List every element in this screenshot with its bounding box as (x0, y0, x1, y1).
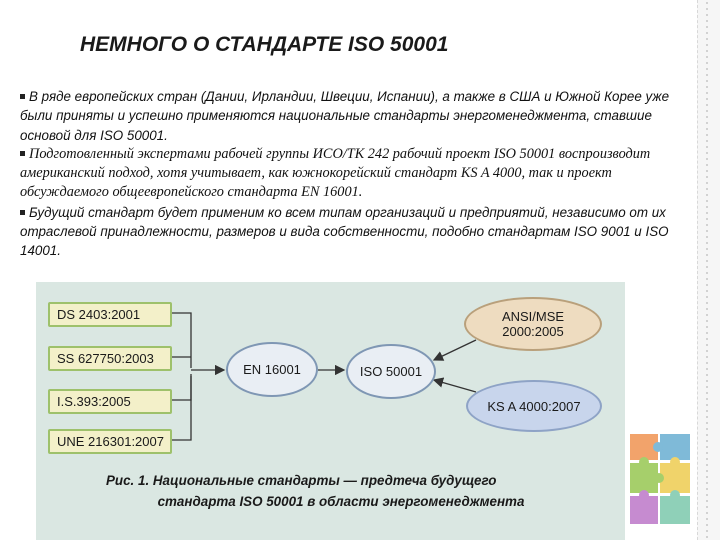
slide-title: НЕМНОГО О СТАНДАРТЕ ISO 50001 (80, 33, 449, 56)
bullet-icon (20, 151, 25, 156)
slide-body (20, 87, 692, 261)
puzzle-icon (628, 430, 694, 528)
ellipse-en-16001: EN 16001 (226, 342, 318, 397)
arrow-ansi-to-iso (434, 340, 476, 360)
standard-box-is: I.S.393:2005 (48, 389, 172, 414)
slide-border-dots (704, 0, 710, 540)
standard-box-une: UNE 216301:2007 (48, 429, 172, 454)
standard-box-ss: SS 627750:2003 (48, 346, 172, 371)
arrow-ks-to-iso (434, 380, 476, 392)
ellipse-iso-50001: ISO 50001 (346, 344, 436, 399)
standards-diagram (36, 282, 625, 540)
bullet-icon (20, 94, 25, 99)
figure-caption: Рис. 1. Национальные стандарты — предтеча будущего стандарта ISO 50001 в области энергоменеджмента (106, 473, 525, 509)
connector-une (172, 376, 191, 440)
bullet-icon (20, 210, 25, 215)
connector-is (172, 374, 191, 400)
standard-box-ds: DS 2403:2001 (48, 302, 172, 327)
connector-ds (172, 313, 191, 368)
bullet-paragraph-2: Подготовленный экспертами рабочей группы ИСО/ТК 242 рабочий проект ISO 50001 воспроизводит американский подход, хотя учитывает, как южнокорейский стандарт KS A 4000, так и проект обсуждаемого общеевропейского стандарта EN 16001. (20, 145, 651, 201)
bullet-paragraph-3: Будущий стандарт будет применим ко всем типам организаций и предприятий, независимо от их отраслевой принадлежности, размеров и вида собственности, подобно стандартам ISO 9001 и ISO 14001. (20, 204, 669, 259)
ellipse-ansi-mse: ANSI/MSE 2000:2005 (464, 297, 602, 351)
ellipse-ks-a-4000: KS A 4000:2007 (466, 380, 602, 432)
bullet-paragraph-1: В ряде европейских стран (Дании, Ирландии, Швеции, Испании), а также в США и Южной Корее уже были приняты и успешно применяются национальные стандарты энергоменеджмента, ставшие основой для ISO 50001. (20, 89, 670, 143)
